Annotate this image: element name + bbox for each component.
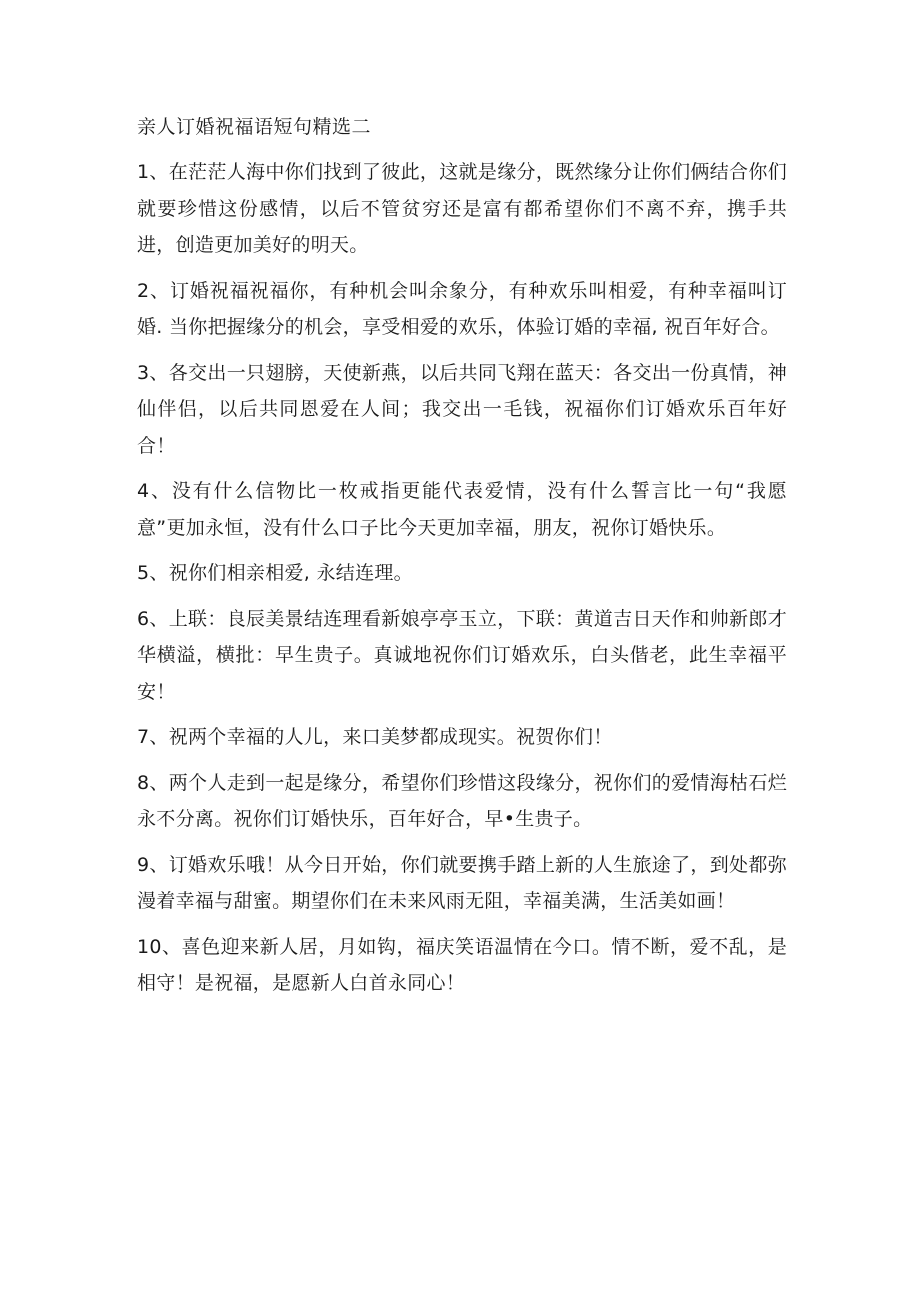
blessing-item-8: 8、两个人走到一起是缘分，希望你们珍惜这段缘分，祝你们的爱情海枯石烂永不分离。祝你们订婚快乐，百年好合，早•生贵子。: [137, 771, 787, 830]
document-title: 亲人订婚祝福语短句精选二: [137, 116, 372, 138]
blessing-item-2: 2、订婚祝福祝福你，有种机会叫余象分，有种欢乐叫相爱，有种幸福叫订婚. 当你把握缘分的机会，享受相爱的欢乐，体验订婚的幸福, 祝百年好合。: [137, 279, 787, 338]
document-page: [137, 112, 787, 1011]
blessing-item-10: 10、喜色迎来新人居，月如钩，福庆笑语温情在今口。情不断，爱不乱，是相守！是祝福，是愿新人白首永同心！: [137, 935, 787, 994]
blessing-item-7: 7、祝两个幸福的人儿，来口美梦都成现实。祝贺你们！: [137, 726, 613, 748]
blessing-item-4: 4、没有什么信物比一枚戒指更能代表爱情，没有什么誓言比一句“我愿意”更加永恒，没有什么口子比今天更加幸福，朋友，祝你订婚快乐。: [137, 480, 787, 539]
blessing-item-9: 9、订婚欢乐哦！从今日开始，你们就要携手踏上新的人生旅途了，到处都弥漫着幸福与甜蜜。期望你们在未来风雨无阻，幸福美满，生活美如画！: [137, 853, 787, 912]
blessing-item-5: 5、祝你们相亲相爱, 永结连理。: [137, 562, 413, 584]
blessing-item-1: 1、在茫茫人海中你们找到了彼此，这就是缘分，既然缘分让你们俩结合你们就要珍惜这份感情，以后不管贫穷还是富有都希望你们不离不弃，携手共进，创造更加美好的明天。: [137, 161, 787, 256]
blessing-item-6: 6、上联：良辰美景结连理看新娘亭亭玉立，下联：黄道吉日天作和帅新郎才华横溢，横批：早生贵子。真诚地祝你们订婚欢乐，白头偕老，此生幸福平安！: [137, 607, 787, 703]
blessing-item-3: 3、各交出一只翅膀，天使新燕，以后共同飞翔在蓝天：各交出一份真情，神仙伴侣，以后共同恩爱在人间；我交出一毛钱，祝福你们订婚欢乐百年好合！: [137, 361, 787, 457]
